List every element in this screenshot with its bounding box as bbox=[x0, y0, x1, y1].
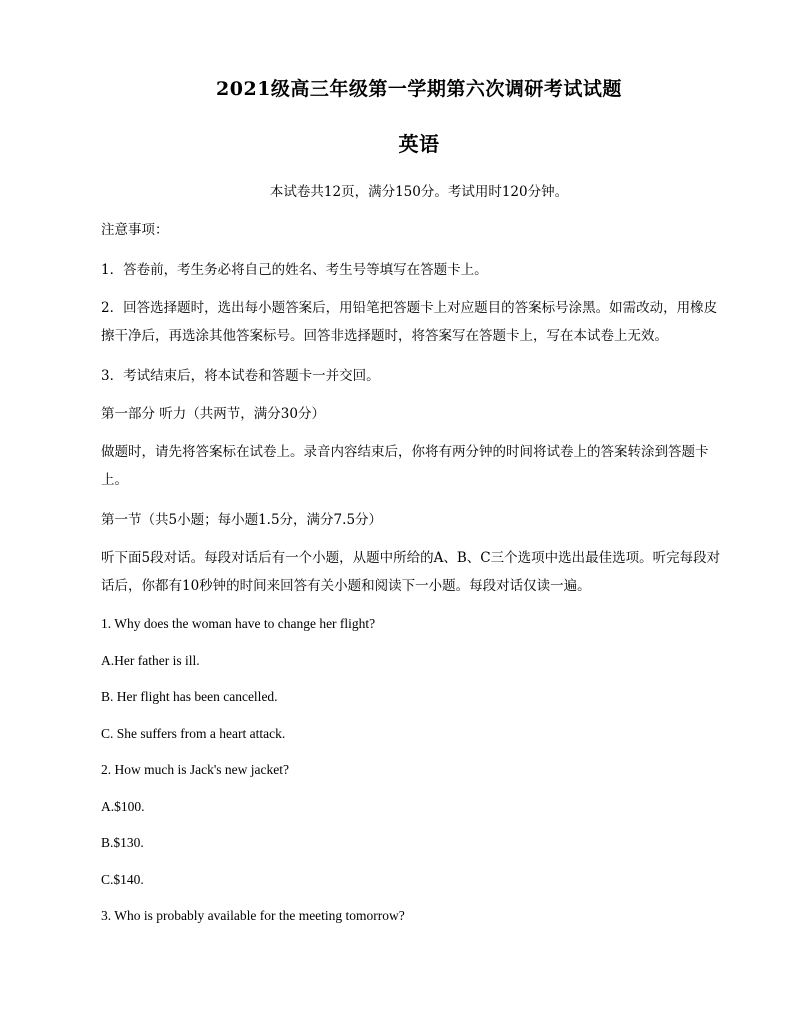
question-1-option-b: B. Her flight has been cancelled. bbox=[101, 689, 278, 704]
question-2-option-a: A.$100. bbox=[101, 799, 145, 814]
exam-title: 2021级高三年级第一学期第六次调研考试试题 bbox=[216, 78, 622, 100]
section1-heading: 第一节（共5小题；每小题1.5分，满分7.5分） bbox=[101, 512, 383, 528]
section1-instructions: 听下面5段对话。每段对话后有一个小题，从题中所给的A、B、C三个选项中选出最佳选项。听完每段对话后，你都有10秒钟的时间来回答有关小题和阅读下一小题。每段对话仅读一遍。 bbox=[101, 550, 721, 594]
note-item-3: 3．考试结束后，将本试卷和答题卡一并交回。 bbox=[101, 368, 380, 384]
subject-title: 英语 bbox=[398, 132, 440, 156]
part1-heading: 第一部分 听力（共两节，满分30分） bbox=[101, 406, 325, 422]
part1-instructions: 做题时，请先将答案标在试卷上。录音内容结束后，你将有两分钟的时间将试卷上的答案转涂到答题卡上。 bbox=[101, 444, 709, 488]
note-item-2: 2．回答选择题时，选出每小题答案后，用铅笔把答题卡上对应题目的答案标号涂黑。如需改动，用橡皮擦干净后，再选涂其他答案标号。回答非选择题时，将答案写在答题卡上，写在本试卷上无效。 bbox=[101, 300, 718, 344]
question-2-stem: 2. How much is Jack's new jacket? bbox=[101, 762, 290, 777]
question-3-stem: 3. Who is probably available for the meeting tomorrow? bbox=[101, 908, 405, 923]
exam-info: 本试卷共12页，满分150分。考试用时120分钟。 bbox=[269, 184, 569, 200]
question-2-option-b: B.$130. bbox=[101, 835, 144, 850]
question-1-option-c: C. She suffers from a heart attack. bbox=[101, 726, 286, 741]
note-item-1: 1．答卷前，考生务必将自己的姓名、考生号等填写在答题卡上。 bbox=[101, 262, 488, 278]
notes-heading: 注意事项： bbox=[101, 222, 169, 238]
question-1-option-a: A.Her father is ill. bbox=[101, 653, 200, 668]
question-1-stem: 1. Why does the woman have to change her flight? bbox=[101, 616, 376, 631]
question-2-option-c: C.$140. bbox=[101, 872, 144, 887]
